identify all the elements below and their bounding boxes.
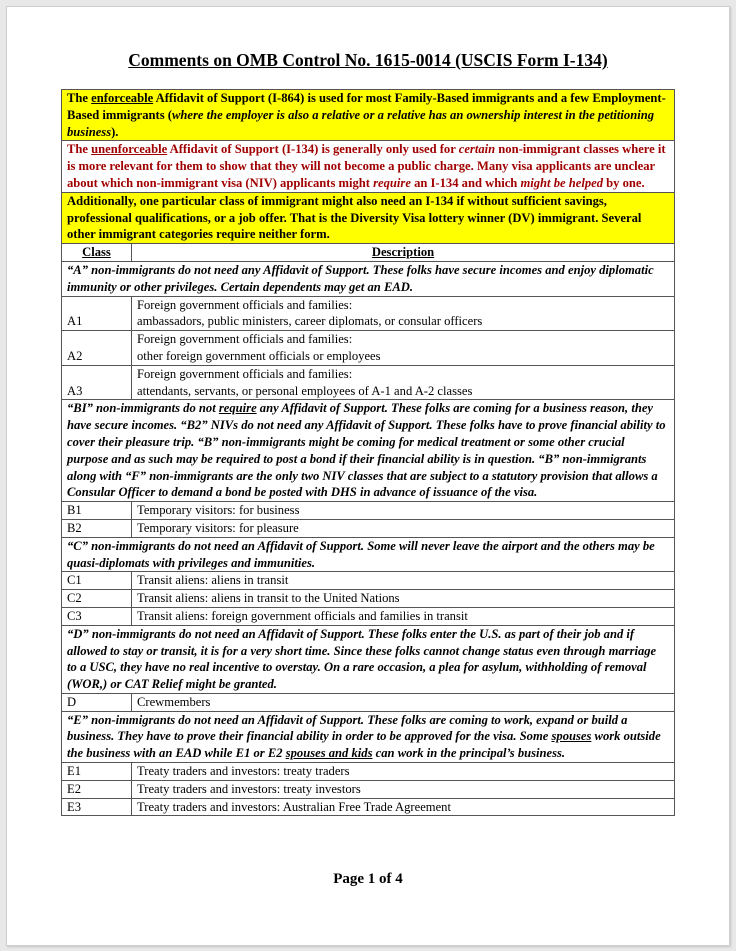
intro-unenforceable-cell (62, 141, 675, 192)
visa-class-table (61, 89, 675, 816)
class-cell: E3 (62, 798, 132, 816)
description-line: other foreign government officials or employees (137, 348, 381, 363)
class-cell: C1 (62, 572, 132, 590)
description-line: Foreign government officials and families: (137, 297, 353, 312)
table-row (62, 331, 675, 366)
section-d-note: “D” non-immigrants do not need an Affidavit of Support. These folks enter the U.S. as part of their job and if allowed to stay or transit, it is for a very short time. Since these folks cannot change status even through marriage to a USC, they have no real incentive to overstay. On a rare occasion, a plea for asylum, withholding of removal (WOR,) or CAT Relief might be granted. (62, 625, 675, 693)
class-cell: D (62, 693, 132, 711)
class-cell: A1 (62, 296, 132, 331)
employer-note: where the employer is also a relative or a relative has an ownership interest in the petitioning business (67, 107, 655, 139)
section-a-note: “A” non-immigrants do not need any Affidavit of Support. These folks have secure incomes and enjoy diplomatic immunity or other privileges. Certain dependents may get an EAD. (62, 261, 675, 296)
description-cell: Treaty traders and investors: treaty traders (132, 763, 675, 781)
require-word: require (373, 175, 411, 190)
text-span: Affidavit of Support (I-864) is used for most Family-Based immigrants and a few Employment-Based immigrants ( (67, 91, 666, 122)
intro-enforceable-cell (62, 90, 675, 141)
table-row (62, 763, 675, 781)
page-number: Page 1 of 4 (333, 871, 403, 887)
section-c-note: “C” non-immigrants do not need an Affidavit of Support. Some will never leave the airport and the others may be quasi-diplomats with privileges and immunities. (62, 537, 675, 572)
description-cell: Transit aliens: foreign government officials and families in transit (132, 607, 675, 625)
text-span: by one. (603, 175, 645, 190)
spouses-kids-phrase: spouses and kids (285, 746, 373, 761)
description-cell: Transit aliens: aliens in transit to the United Nations (132, 590, 675, 608)
intro-dv-cell: Additionally, one particular class of immigrant might also need an I-134 if without sufficient savings, professional qualifications, or a job offer. That is the Diversity Visa lottery winner (DV) immigrant. Several other immigrant categories require neither form. (62, 192, 675, 243)
table-row (62, 572, 675, 590)
section-b-row (62, 400, 675, 502)
description-cell (132, 331, 675, 366)
section-c-row (62, 537, 675, 572)
description-line: ambassadors, public ministers, career diplomats, or consular officers (137, 314, 483, 329)
class-header (62, 244, 132, 262)
section-e-row (62, 711, 675, 762)
description-header-label: Description (371, 245, 435, 260)
class-cell: B1 (62, 502, 132, 520)
description-cell: Temporary visitors: for pleasure (132, 519, 675, 537)
text-span: The (67, 142, 92, 157)
intro-unenforceable-row (62, 141, 675, 192)
text-span: “E” non-immigrants do not need an Affidavit of Support. These folks are coming to work, expand or build a business. They have to prove their financial ability in order to be approved for the visa. Some (67, 712, 628, 744)
table-row (62, 502, 675, 520)
intro-enforceable-row (62, 90, 675, 141)
document-title: Comments on OMB Control No. 1615-0014 (USCIS Form I-134) (128, 50, 608, 70)
table-row (62, 780, 675, 798)
text-span: can work in the principal’s business. (372, 746, 566, 761)
text-span: any Affidavit of Support. These folks are coming for a business reason, they have secure incomes. “B2” NIVs do not need any Affidavit of Support. These folks have to prove financial ability to cover their pleasure trip. “B” non-immigrants might be coming for medical treatment or some other crucial purpose and as such may be required to post a bond if their financial ability is in question. “B” non-immigrants along with “F” non-immigrants are the only two NIV classes that are subject to a statutory provision that allows a Consular Officer to demand a bond be posted with DHS in advance of issuance of the visa. (67, 401, 666, 500)
class-cell: E1 (62, 763, 132, 781)
text-span: Affidavit of Support (I-134) is generally only used for (167, 142, 459, 157)
description-cell (132, 296, 675, 331)
section-a-row (62, 261, 675, 296)
intro-dv-row (62, 192, 675, 243)
helped-phrase: might be helped (520, 175, 604, 190)
class-header-label: Class (82, 245, 111, 260)
enforceable-word: enforceable (91, 91, 154, 105)
description-cell (132, 365, 675, 400)
table-row (62, 607, 675, 625)
text-span: The (67, 91, 92, 105)
class-cell: C2 (62, 590, 132, 608)
text-span: work outside the business with an EAD while E1 or E2 (67, 729, 661, 761)
description-line: attendants, servants, or personal employees of A-1 and A-2 classes (137, 383, 473, 398)
description-cell: Treaty traders and investors: Australian Free Trade Agreement (132, 798, 675, 816)
description-cell: Temporary visitors: for business (132, 502, 675, 520)
class-cell: B2 (62, 519, 132, 537)
table-row (62, 693, 675, 711)
section-b-note (62, 400, 675, 502)
class-cell: C3 (62, 607, 132, 625)
table-row (62, 590, 675, 608)
table-header-row (62, 244, 675, 262)
table-row (62, 519, 675, 537)
description-cell: Transit aliens: aliens in transit (132, 572, 675, 590)
section-d-row (62, 625, 675, 693)
section-e-note (62, 711, 675, 762)
description-line: Foreign government officials and families: (137, 332, 353, 347)
class-cell: E2 (62, 780, 132, 798)
spouses-word: spouses (551, 729, 592, 744)
require-word: require (218, 401, 257, 416)
table-row (62, 365, 675, 400)
document-page (6, 6, 730, 946)
text-span: non-immigrant classes where it is more relevant for them to show that they will not become a public charge. Many visa applicants are unclear about which non-immigrant visa (NIV) applicants might (67, 142, 666, 190)
description-line: Foreign government officials and families: (137, 366, 353, 381)
table-row (62, 798, 675, 816)
text-span: “BI” non-immigrants do not (67, 401, 219, 416)
description-cell: Crewmembers (132, 693, 675, 711)
text-span: an I-134 and which (410, 175, 521, 190)
certain-word: certain (458, 142, 496, 157)
description-cell: Treaty traders and investors: treaty investors (132, 780, 675, 798)
class-cell: A3 (62, 365, 132, 400)
description-header (132, 244, 675, 262)
unenforceable-word: unenforceable (91, 142, 168, 157)
table-row (62, 296, 675, 331)
text-span: ). (111, 124, 119, 139)
class-cell: A2 (62, 331, 132, 366)
